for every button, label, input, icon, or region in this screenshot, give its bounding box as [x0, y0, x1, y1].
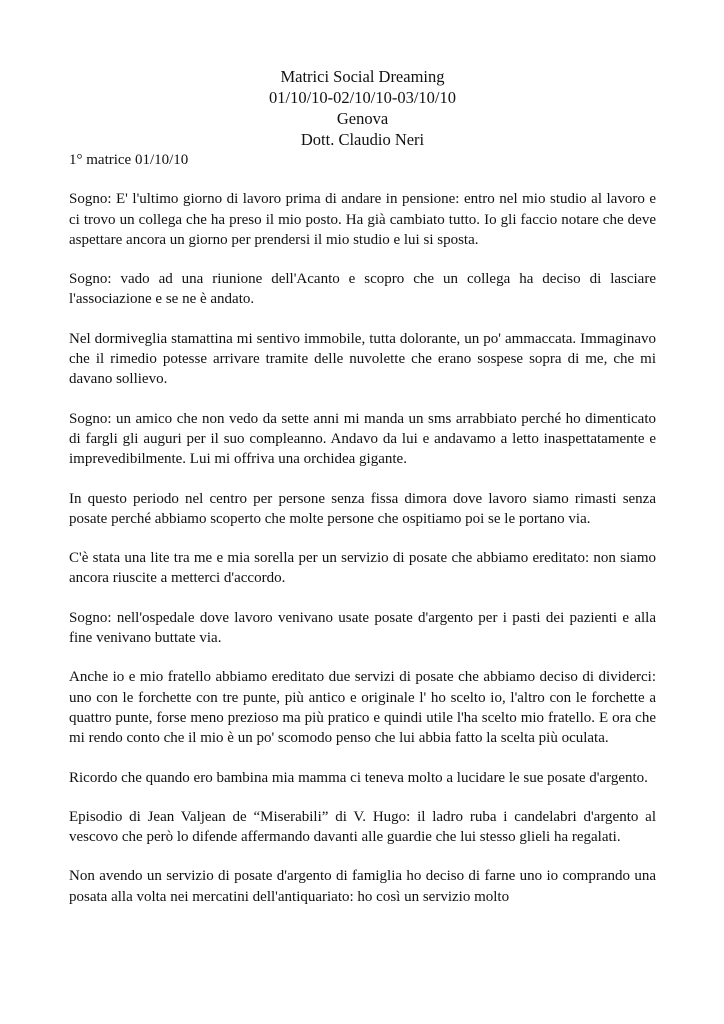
title-line-2: 01/10/10-02/10/10-03/10/10 [269, 88, 456, 107]
paragraph-9: Ricordo che quando ero bambina mia mamma ci teneva molto a lucidare le sue posate d'argento. [69, 769, 648, 786]
title-line-1: Matrici Social Dreaming [280, 67, 445, 86]
paragraph-3: Nel dormiveglia stamattina mi sentivo immobile, tutta dolorante, un po' ammaccata. Immaginavo che il rimedio potesse arrivare tramite delle nuvolette che erano sospese sopra di me, che mi davano sollievo. [69, 330, 656, 388]
paragraph-2: Sogno: vado ad una riunione dell'Acanto e scopro che un collega ha deciso di lasciare l'associazione e se ne è andato. [69, 271, 656, 308]
title-line-4: Dott. Claudio Neri [300, 130, 425, 149]
paragraph-11: Non avendo un servizio di posate d'argento di famiglia ho deciso di farne uno io comprando una posata alla volta nei mercatini dell'antiquariato: ho così un servizio molto [69, 868, 656, 905]
paragraph-7: Sogno: nell'ospedale dove lavoro venivano usate posate d'argento per i pasti dei pazienti e alla fine venivano buttate via. [69, 609, 656, 647]
paragraph-4: Sogno: un amico che non vedo da sette anni mi manda un sms arrabbiato perché ho dimenticato di fargli gli auguri per il suo compleanno. Andavo da lui e andavamo a letto inaspettatamente e imprevedibilmente. Lui mi offriva una orchidea gigante. [69, 410, 656, 468]
paragraph-6: C'è stata una lite tra me e mia sorella per un servizio di posate che abbiamo ereditato: non siamo ancora riuscite a metterci d'accordo. [69, 550, 656, 587]
section-heading: 1° matrice 01/10/10 [69, 152, 189, 168]
paragraph-10: Episodio di Jean Valjean de “Miserabili” di V. Hugo: il ladro ruba i candelabri d'argento al vescovo che però lo difende affermando davanti alle guardie che lui stesso glieli ha regalati. [69, 808, 656, 846]
paragraph-1: Sogno: E' l'ultimo giorno di lavoro prima di andare in pensione: entro nel mio studio al lavoro e ci trovo un collega che ha preso il mio posto. Ha già cambiato tutto. Io gli faccio notare che deve aspettare ancora un giorno per prendersi il mio studio e lui si sposta. [69, 191, 656, 248]
document-title [69, 66, 656, 150]
title-line-3: Genova [336, 109, 389, 128]
paragraph-5: In questo periodo nel centro per persone senza fissa dimora dove lavoro siamo rimasti senza posate perché abbiamo scoperto che molte persone che ospitiamo poi se le portano via. [69, 490, 656, 527]
document-page [69, 66, 656, 907]
paragraph-8: Anche io e mio fratello abbiamo ereditato due servizi di posate che abbiamo deciso di dividerci: uno con le forchette con tre punte, più antico e originale l' ho scelto io, l'altro con le forchette a quattro punte, forse meno prezioso ma più pratico e quindi utile l'ha scelto mio fratello. E ora che mi rendo conto che il mio è un po' scomodo penso che lui abbia fatto la scelta più oculata. [69, 669, 656, 747]
